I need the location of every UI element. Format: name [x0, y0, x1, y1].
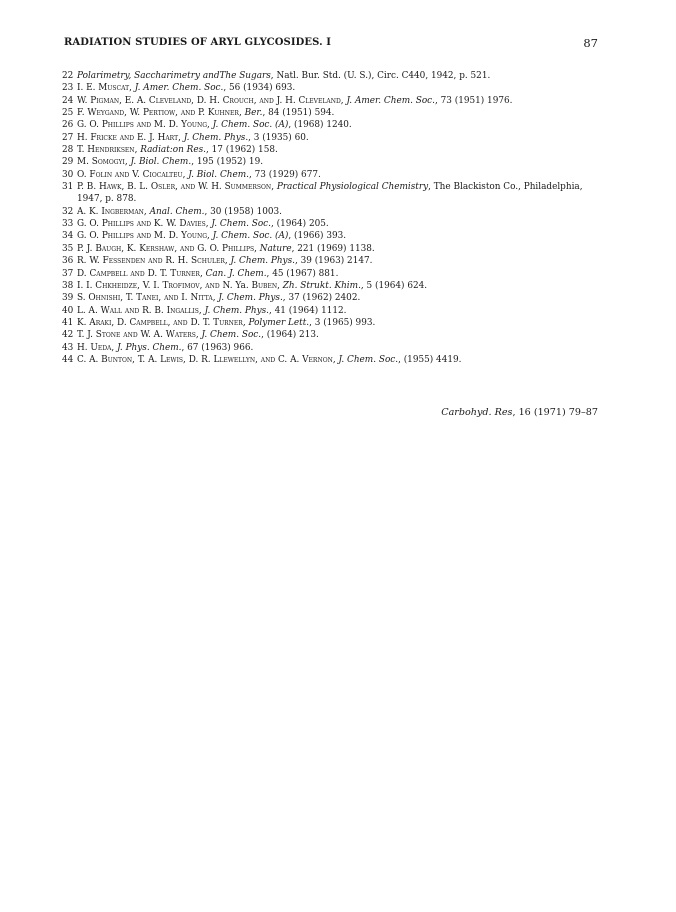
author-name: and [173, 317, 188, 328]
citation-text: , [207, 231, 213, 242]
citation-text: , [212, 293, 219, 304]
citation-text: , 84 (1951) 594. [262, 108, 335, 119]
publication-title: Nature [259, 243, 292, 254]
publication-title: J. Chem. Soc. [338, 354, 399, 365]
reference-text [77, 207, 282, 217]
publication-title: Polymer Lett. [248, 317, 310, 328]
citation-text: G. O. [77, 120, 102, 131]
reference-item [62, 255, 610, 267]
citation-text: G. O. [77, 219, 102, 230]
author-name: and [124, 305, 140, 316]
reference-item [62, 280, 610, 292]
author-name: Hendriksen [87, 145, 135, 156]
citation-text: G. O. [77, 231, 102, 242]
citation-text: E. J. [134, 132, 158, 143]
author-name: and [205, 280, 220, 291]
citation-text: , T. [120, 293, 137, 304]
reference-number: 32 [62, 206, 74, 217]
author-name: Pertiow [142, 108, 176, 119]
citation-text: , [124, 157, 131, 168]
reference-number: 35 [62, 243, 74, 254]
author-name: and [180, 108, 196, 119]
author-name: and [123, 330, 138, 341]
author-name: and [180, 182, 196, 193]
author-name: and [136, 219, 152, 230]
citation-text: , 45 (1967) 881. [266, 268, 339, 279]
author-name: Trofimov [162, 280, 200, 291]
citation-text: , 39 (1963) 2147. [294, 256, 373, 267]
reference-number: 37 [62, 268, 74, 279]
citation-text: G. O. [194, 243, 223, 254]
reference-item [62, 317, 610, 329]
reference-item [62, 144, 610, 156]
citation-text: H. [77, 132, 91, 143]
citation-text: A. K. [77, 206, 102, 217]
author-name: Turner [213, 317, 243, 328]
citation-text: , 37 (1962) 2402. [282, 293, 361, 304]
author-name: Llewellyn [213, 354, 256, 365]
citation-text: , [182, 169, 189, 180]
citation-text: , [158, 293, 165, 304]
author-name: Young [181, 231, 207, 242]
reference-text [77, 133, 309, 143]
citation-text: W. [77, 95, 91, 106]
reference-number: 42 [62, 330, 74, 341]
author-name: Crouch [222, 95, 254, 106]
citation-text: , [277, 280, 283, 291]
author-name: Hart [157, 132, 179, 143]
reference-text [77, 330, 319, 340]
citation-text: F. [77, 108, 88, 119]
reference-text [77, 281, 427, 291]
citation-text: , 73 (1929) 677. [248, 169, 321, 180]
author-name: Hawk [98, 182, 122, 193]
citation-text: H. [77, 342, 91, 353]
author-name: Fessenden [102, 256, 146, 267]
author-name: Chkheidze [95, 280, 138, 291]
citation-text: I. E. [77, 83, 99, 94]
citation-text: , [134, 145, 141, 156]
author-name: Ingberman [101, 206, 144, 217]
citation-text: , [271, 182, 277, 193]
reference-text [77, 256, 372, 266]
reference-number: 29 [62, 157, 74, 168]
author-name: and [119, 132, 135, 143]
citation-text: , E. A. [119, 95, 149, 106]
reference-number: 34 [62, 231, 74, 242]
citation-text: V. [129, 169, 143, 180]
publication-title: Anal. Chem. [149, 206, 205, 217]
citation-text: , [175, 108, 181, 119]
reference-text [77, 108, 334, 118]
citation-text: , T. A. [132, 354, 161, 365]
citation-text: , B. L. [121, 182, 151, 193]
author-name: and [164, 293, 179, 304]
author-name: and [136, 120, 152, 131]
journal-citation: , 16 (1971) 79–87 [512, 407, 598, 418]
author-name: Ohnishi [88, 293, 121, 304]
citation-text: , 3 (1965) 993. [309, 317, 376, 328]
reference-number: 27 [62, 132, 74, 143]
page-number: 87 [583, 36, 598, 50]
citation-text: , [199, 268, 206, 279]
reference-item [62, 156, 610, 168]
author-name: Summerson [224, 182, 272, 193]
citation-text: , 41 (1964) 1112. [268, 305, 347, 316]
citation-text: J. H. [273, 95, 299, 106]
publication-title: J. Chem. Soc. [201, 330, 262, 341]
reference-text [77, 96, 512, 106]
citation-text: , [175, 182, 181, 193]
citation-text: , (1968) 1240. [288, 120, 352, 131]
author-name: Phillips [101, 120, 134, 131]
publication-title: J. Chem. Phys. [183, 132, 249, 143]
author-name: Campbell [89, 268, 128, 279]
citation-text: , [143, 206, 150, 217]
author-name: Phillips [222, 243, 255, 254]
journal-footer [441, 407, 598, 418]
citation-text: , [224, 256, 231, 267]
author-name: and [114, 169, 130, 180]
publication-title: J. Chem. Phys. [230, 256, 295, 267]
citation-text: , [207, 120, 213, 131]
citation-text: M. D. [151, 231, 182, 242]
reference-text [77, 244, 375, 254]
author-name: Stone [95, 330, 121, 341]
reference-item [62, 206, 610, 218]
citation-text: , 221 (1969) 1138. [291, 243, 375, 254]
author-name: Davies [179, 219, 206, 230]
reference-number: 25 [62, 108, 74, 119]
reference-text [77, 182, 583, 204]
citation-text: , [332, 354, 339, 365]
reference-number: 39 [62, 293, 74, 304]
citation-text: R. W. [77, 256, 103, 267]
author-name: Schuler [191, 256, 225, 267]
publication-title: J. Chem. Soc. [211, 219, 271, 230]
reference-item [62, 243, 610, 255]
citation-text: , (1966) 393. [288, 231, 347, 242]
citation-text: K. [77, 317, 90, 328]
citation-text: K. W. [151, 219, 180, 230]
author-name: Cleveland [148, 95, 192, 106]
author-name: and [259, 95, 274, 106]
author-name: Kershaw [139, 243, 175, 254]
reference-number: 23 [62, 83, 74, 94]
reference-item [62, 181, 610, 206]
citation-text: P. J. [77, 243, 96, 254]
author-name: Campbell [129, 317, 168, 328]
citation-text: D. T. [187, 317, 214, 328]
reference-number: 26 [62, 120, 74, 131]
citation-text: , 73 (1951) 1976. [434, 95, 513, 106]
publication-title: J. Chem. Soc. (A) [212, 231, 289, 242]
citation-text: , [111, 342, 118, 353]
publication-title: J. Biol. Chem. [188, 169, 249, 180]
author-name: Araki [89, 317, 112, 328]
author-name: Kuhner [207, 108, 239, 119]
author-name: Tanei [136, 293, 159, 304]
author-name: Osler [150, 182, 176, 193]
journal-name: Carbohyd. Res [441, 407, 513, 418]
citation-text: , [174, 243, 180, 254]
reference-list [62, 70, 610, 366]
author-name: and [148, 256, 163, 267]
author-name: Bunton [101, 354, 133, 365]
publication-title: J. Amer. Chem. Soc. [134, 83, 224, 94]
author-name: Baugh [95, 243, 122, 254]
reference-item [62, 107, 610, 119]
author-name: Phillips [101, 231, 134, 242]
reference-item [62, 230, 610, 242]
publication-title: J. Chem. Soc. (A) [212, 120, 289, 131]
reference-number: 44 [62, 354, 74, 365]
citation-text: W. H. [195, 182, 225, 193]
citation-text: L. A. [77, 305, 101, 316]
citation-text: , [340, 95, 347, 106]
reference-text [77, 343, 253, 353]
publication-title: Polarimetry, Saccharimetry andThe Sugars [77, 71, 271, 81]
author-name: Folin [89, 169, 113, 180]
reference-number: 33 [62, 219, 74, 230]
citation-text: W. A. [137, 330, 166, 341]
citation-text: , The Blackiston Co., Philadelphia, 1947, p. 878. [77, 182, 583, 205]
author-name: Lewis [160, 354, 184, 365]
reference-text [77, 83, 295, 93]
citation-text: , [198, 305, 205, 316]
author-name: Buben [251, 280, 278, 291]
author-name: Vernon [302, 354, 333, 365]
citation-text: , (1964) 213. [261, 330, 319, 341]
publication-title: Can. J. Chem. [205, 268, 267, 279]
reference-item [62, 342, 610, 354]
citation-text: T. [77, 145, 88, 156]
author-name: Fricke [90, 132, 117, 143]
publication-title: Practical Physiological Chemistry [276, 182, 429, 193]
publication-title: J. Chem. Phys. [204, 305, 269, 316]
author-name: and [130, 268, 145, 279]
citation-text: , 3 (1935) 60. [248, 132, 309, 143]
citation-text: C. A. [275, 354, 303, 365]
citation-text: , (1955) 4419. [398, 354, 462, 365]
reference-text [77, 145, 278, 155]
author-name: Young [181, 120, 207, 131]
reference-item [62, 70, 610, 82]
reference-text [77, 269, 338, 279]
publication-title: Ber. [244, 108, 263, 119]
author-name: Ciocalteu [142, 169, 183, 180]
citation-text: R. H. [162, 256, 192, 267]
publication-title: J. Chem. Phys. [218, 293, 283, 304]
citation-text: D. T. [144, 268, 171, 279]
author-name: Turner [170, 268, 200, 279]
reference-item [62, 354, 610, 366]
reference-item [62, 82, 610, 94]
citation-text: , D. H. [191, 95, 223, 106]
citation-text: , [205, 219, 212, 230]
author-name: Wall [100, 305, 123, 316]
reference-number: 24 [62, 95, 74, 106]
reference-text [77, 120, 352, 130]
reference-item [62, 292, 610, 304]
citation-text: C. A. [77, 354, 102, 365]
reference-text [77, 170, 321, 180]
reference-number: 43 [62, 342, 74, 353]
reference-number: 22 [62, 71, 74, 81]
author-name: Waters [165, 330, 196, 341]
citation-text: P. [195, 108, 208, 119]
citation-text: R. B. [139, 305, 167, 316]
citation-text: , V. I. [137, 280, 163, 291]
citation-text: , 5 (1964) 624. [360, 280, 428, 291]
author-name: Somogyi [91, 157, 125, 168]
reference-item [62, 329, 610, 341]
citation-text: M. [77, 157, 92, 168]
publication-title: Radiat:on Res. [140, 145, 206, 156]
citation-text: T. J. [77, 330, 96, 341]
citation-text: , (1964) 205. [270, 219, 329, 230]
citation-text: , [242, 317, 249, 328]
reference-item [62, 95, 610, 107]
author-name: Cleveland [298, 95, 341, 106]
citation-text: , [254, 243, 260, 254]
reference-text [77, 157, 263, 167]
citation-text: , [129, 83, 135, 94]
reference-item [62, 218, 610, 230]
citation-text: , [253, 95, 260, 106]
author-name: Phillips [101, 219, 134, 230]
author-name: and [179, 243, 195, 254]
citation-text: O. [77, 169, 90, 180]
author-name: and [136, 231, 152, 242]
citation-text: , 30 (1958) 1003. [204, 206, 282, 217]
author-name: Pigman [90, 95, 120, 106]
citation-text: , [195, 330, 202, 341]
citation-text: , [255, 354, 261, 365]
citation-text: , K. [121, 243, 140, 254]
reference-text [77, 219, 329, 229]
citation-text: , [178, 132, 184, 143]
reference-text [77, 318, 375, 328]
citation-text: , [238, 108, 245, 119]
publication-title: J. Amer. Chem. Soc. [346, 95, 435, 106]
publication-title: Zh. Strukt. Khim. [282, 280, 361, 291]
reference-number: 30 [62, 169, 74, 180]
author-name: Ueda [90, 342, 112, 353]
citation-text: , D. [111, 317, 130, 328]
reference-item [62, 305, 610, 317]
citation-text: , 195 (1952) 19. [191, 157, 264, 168]
citation-text: , Natl. Bur. Std. (U. S.), Circ. C440, 1942, p. 521. [270, 71, 491, 81]
reference-number: 31 [62, 182, 74, 193]
citation-text: , W. [124, 108, 143, 119]
author-name: and [260, 354, 276, 365]
reference-number: 41 [62, 317, 74, 328]
citation-text: , 67 (1963) 966. [181, 342, 254, 353]
citation-text: , [167, 317, 174, 328]
reference-item [62, 169, 610, 181]
author-name: Ingallis [166, 305, 199, 316]
citation-text: D. [77, 268, 90, 279]
citation-text: N. Ya. [219, 280, 252, 291]
citation-text: , 56 (1934) 693. [223, 83, 296, 94]
reference-number: 28 [62, 145, 74, 156]
citation-text: M. D. [151, 120, 182, 131]
author-name: Muscat [98, 83, 130, 94]
citation-text: I. I. [77, 280, 96, 291]
reference-number: 40 [62, 305, 74, 316]
running-head: RADIATION STUDIES OF ARYL GLYCOSIDES. I [64, 37, 332, 48]
citation-text: , 17 (1962) 158. [205, 145, 278, 156]
citation-text: I. [178, 293, 191, 304]
reference-number: 38 [62, 280, 74, 291]
citation-text: S. [77, 293, 89, 304]
reference-text [77, 293, 360, 303]
reference-text [77, 231, 346, 241]
reference-item [62, 119, 610, 131]
author-name: Weygand [87, 108, 125, 119]
author-name: Nitta [190, 293, 213, 304]
citation-text: , [199, 280, 206, 291]
reference-number: 36 [62, 256, 74, 267]
reference-item [62, 132, 610, 144]
citation-text: , D. R. [183, 354, 214, 365]
reference-text [77, 306, 346, 316]
reference-text [77, 71, 490, 81]
publication-title: J. Phys. Chem. [117, 342, 182, 353]
reference-text [77, 355, 461, 365]
citation-text: P. B. [77, 182, 99, 193]
publication-title: J. Biol. Chem. [130, 157, 192, 168]
reference-item [62, 268, 610, 280]
